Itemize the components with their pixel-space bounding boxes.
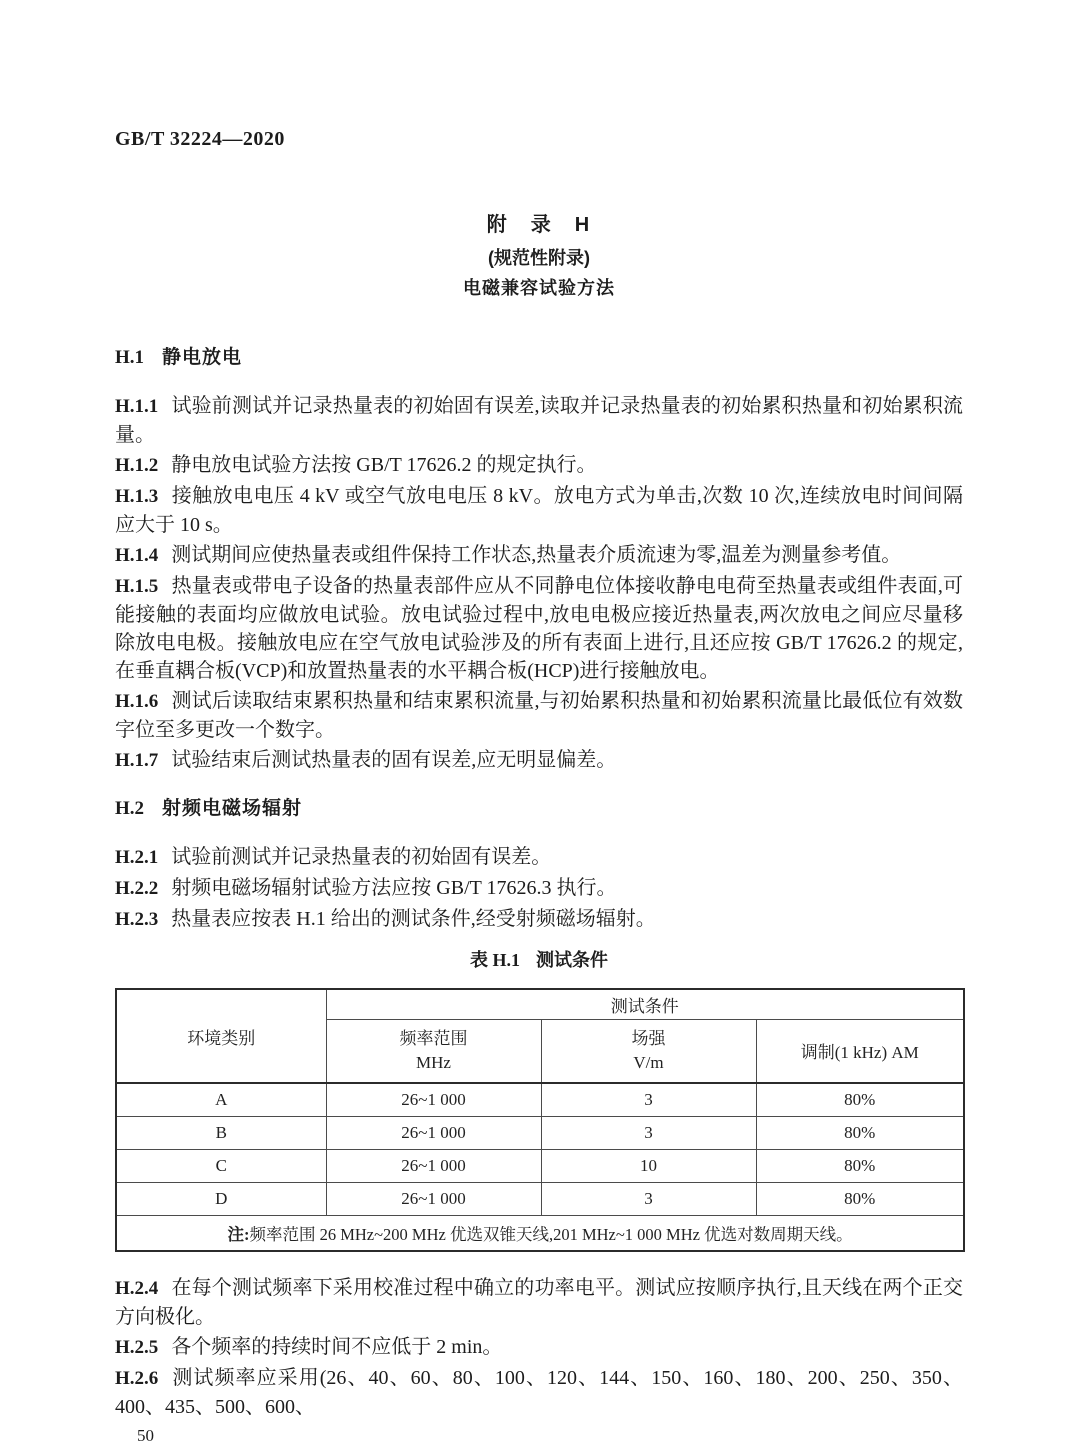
table-caption-title: 测试条件 <box>536 950 608 970</box>
table-caption-label: 表 H.1 <box>469 950 520 970</box>
section-heading-h2 <box>115 795 963 823</box>
clause-number: H.1.6 <box>115 691 159 712</box>
cell-mod: 80% <box>756 1116 964 1149</box>
cell-env: B <box>116 1116 326 1149</box>
header-frequency-range-unit: MHz <box>416 1052 451 1072</box>
clause-text: 测试频率应采用(26、40、60、80、100、120、144、150、160、180、200、250、350、400、435、500、600、 <box>115 1367 963 1418</box>
section-h2-clauses <box>115 843 963 934</box>
appendix-subtitle: (规范性附录) <box>488 248 590 268</box>
appendix-title-block <box>115 212 963 300</box>
header-frequency-range-label: 频率范围 <box>399 1028 468 1048</box>
clause-number: H.1.7 <box>115 750 159 771</box>
clause-h112 <box>115 451 963 480</box>
clause-h117 <box>115 746 963 775</box>
note-label: 注: <box>227 1224 250 1244</box>
clause-h225 <box>115 1333 963 1362</box>
cell-field: 3 <box>541 1182 756 1215</box>
table-note <box>116 1215 964 1251</box>
header-field-strength <box>541 1019 756 1083</box>
header-field-strength-unit: V/m <box>633 1052 664 1072</box>
cell-field: 10 <box>541 1149 756 1182</box>
header-frequency-range <box>326 1019 541 1083</box>
note-text: 频率范围 26 MHz~200 MHz 优选双锥天线,201 MHz~1 000 MHz 优选对数周期天线。 <box>249 1224 853 1244</box>
clause-text: 热量表应按表 H.1 给出的测试条件,经受射频磁场辐射。 <box>171 908 656 930</box>
cell-freq: 26~1 000 <box>326 1116 541 1149</box>
section-title: 静电放电 <box>162 347 243 368</box>
cell-env: C <box>116 1149 326 1182</box>
clause-h221 <box>115 843 963 872</box>
appendix-name: 电磁兼容试验方法 <box>463 278 615 298</box>
clause-number: H.2.1 <box>115 847 159 868</box>
clause-number: H.1.4 <box>115 545 159 566</box>
page-number: 50 <box>137 1426 154 1445</box>
clause-text: 试验前测试并记录热量表的初始固有误差。 <box>171 846 552 868</box>
standard-number: GB/T 32224—2020 <box>115 128 285 150</box>
table-row-c <box>116 1149 964 1182</box>
cell-freq: 26~1 000 <box>326 1182 541 1215</box>
cell-mod: 80% <box>756 1083 964 1116</box>
appendix-title: 附 录 H <box>486 214 592 236</box>
cell-env: D <box>116 1182 326 1215</box>
cell-env: A <box>116 1083 326 1116</box>
clause-h226 <box>115 1364 963 1421</box>
cell-freq: 26~1 000 <box>326 1083 541 1116</box>
table-row-d <box>116 1182 964 1215</box>
clause-h111 <box>115 392 963 449</box>
clause-text: 各个频率的持续时间不应低于 2 min。 <box>171 1336 503 1358</box>
test-conditions-table <box>115 988 965 1252</box>
clause-text: 在每个测试频率下采用校准过程中确立的功率电平。测试应按顺序执行,且天线在两个正交方向极化。 <box>115 1277 963 1328</box>
header-test-conditions-group: 测试条件 <box>326 989 964 1019</box>
clause-number: H.1.1 <box>115 396 159 417</box>
section-h2-clauses-after-table <box>115 1274 963 1421</box>
section-h1-clauses <box>115 392 963 775</box>
clause-h224 <box>115 1274 963 1331</box>
header-field-strength-label: 场强 <box>631 1028 666 1048</box>
table-note-row <box>116 1215 964 1251</box>
clause-text: 测试期间应使热量表或组件保持工作状态,热量表介质流速为零,温差为测量参考值。 <box>171 544 902 566</box>
clause-h113 <box>115 482 963 539</box>
cell-mod: 80% <box>756 1149 964 1182</box>
clause-number: H.1.5 <box>115 576 159 597</box>
table-header-row-1 <box>116 989 964 1019</box>
clause-text: 接触放电电压 4 kV 或空气放电电压 8 kV。放电方式为单击,次数 10 次,连续放电时间间隔应大于 10 s。 <box>115 485 963 536</box>
clause-text: 试验前测试并记录热量表的初始固有误差,读取并记录热量表的初始累积热量和初始累积流量。 <box>115 395 963 446</box>
cell-freq: 26~1 000 <box>326 1149 541 1182</box>
clause-number: H.2.6 <box>115 1368 159 1389</box>
clause-number: H.2.4 <box>115 1278 159 1299</box>
clause-number: H.2.3 <box>115 909 159 930</box>
header-modulation: 调制(1 kHz) AM <box>756 1019 964 1083</box>
clause-number: H.1.2 <box>115 455 159 476</box>
section-heading-h1 <box>115 344 963 372</box>
clause-text: 热量表或带电子设备的热量表部件应从不同静电位体接收静电电荷至热量表或组件表面,可能接触的表面均应做放电试验。放电试验过程中,放电电极应接近热量表,两次放电之间应尽量移除放电电极。接触放电应在空气放电试验涉及的所有表面上进行,且还应按 GB/T 17626.2 的规定,在垂直耦合板(VCP)和放置热量表的水平耦合板(HCP)进行接触放电。 <box>115 575 963 682</box>
section-number: H.1 <box>115 347 145 368</box>
clause-text: 试验结束后测试热量表的固有误差,应无明显偏差。 <box>171 749 617 771</box>
clause-h115 <box>115 572 963 685</box>
clause-number: H.2.5 <box>115 1337 159 1358</box>
header-env-category: 环境类别 <box>116 989 326 1083</box>
table-caption <box>115 948 963 972</box>
section-title: 射频电磁场辐射 <box>162 798 303 819</box>
clause-h114 <box>115 541 963 570</box>
clause-number: H.2.2 <box>115 878 159 899</box>
clause-h222 <box>115 874 963 903</box>
clause-text: 射频电磁场辐射试验方法应按 GB/T 17626.3 执行。 <box>171 877 617 899</box>
clause-text: 测试后读取结束累积热量和结束累积流量,与初始累积热量和初始累积流量比最低位有效数字位至多更改一个数字。 <box>115 690 963 741</box>
table-row-b <box>116 1116 964 1149</box>
clause-text: 静电放电试验方法按 GB/T 17626.2 的规定执行。 <box>171 454 597 476</box>
clause-h223 <box>115 905 963 934</box>
table-row-a <box>116 1083 964 1116</box>
section-number: H.2 <box>115 798 145 819</box>
cell-field: 3 <box>541 1116 756 1149</box>
cell-field: 3 <box>541 1083 756 1116</box>
clause-number: H.1.3 <box>115 486 159 507</box>
clause-h116 <box>115 687 963 744</box>
cell-mod: 80% <box>756 1182 964 1215</box>
